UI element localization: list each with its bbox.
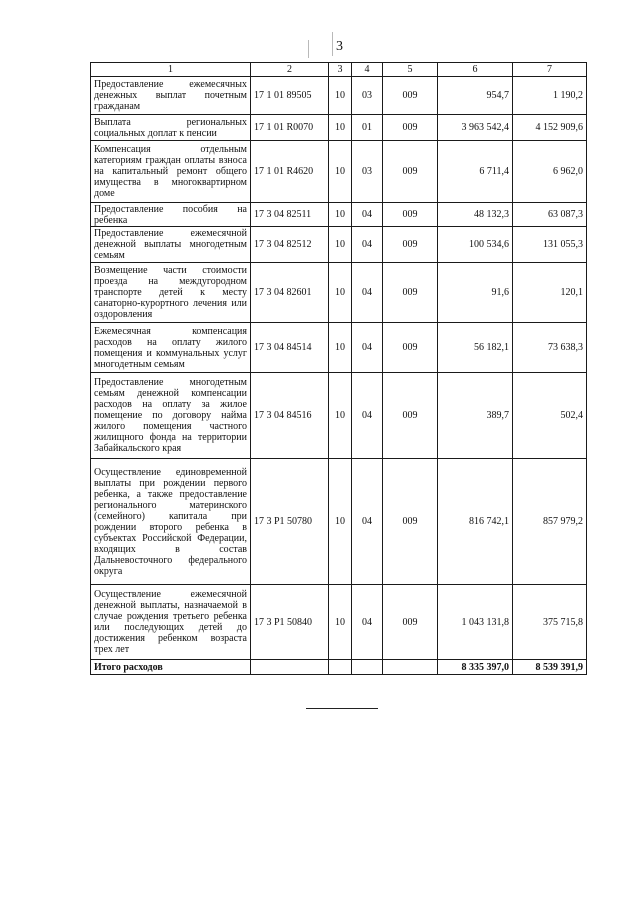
expense-name: Выплата региональных социальных доплат к пенсии	[91, 115, 251, 141]
margin-mark-vertical	[308, 40, 309, 58]
target-code: 17 3 04 84516	[251, 373, 329, 459]
expense-name: Осуществление единовременной выплаты при рождении первого ребенка, а также предоставление регионального материнского (семейного) капитала при рождении второго ребенка в субъектах Российской Федерации, входящих в состав Дальневосточного федерального округа	[91, 459, 251, 585]
column-header: 4	[352, 63, 383, 77]
table-row	[91, 459, 587, 585]
section-code: 10	[329, 373, 352, 459]
subsection-code: 04	[352, 323, 383, 373]
amount-col7: 131 055,3	[513, 227, 587, 263]
column-header: 5	[383, 63, 438, 77]
amount-col7: 1 190,2	[513, 77, 587, 115]
amount-col6: 389,7	[438, 373, 513, 459]
amount-col6: 100 534,6	[438, 227, 513, 263]
section-code: 10	[329, 263, 352, 323]
column-header: 1	[91, 63, 251, 77]
total-col7: 8 539 391,9	[513, 660, 587, 675]
expense-type-code: 009	[383, 585, 438, 660]
amount-col7: 6 962,0	[513, 141, 587, 203]
amount-col6: 56 182,1	[438, 323, 513, 373]
target-code: 17 3 04 82601	[251, 263, 329, 323]
subsection-code: 03	[352, 77, 383, 115]
subsection-code: 04	[352, 459, 383, 585]
subsection-code: 03	[352, 141, 383, 203]
expense-type-code: 009	[383, 115, 438, 141]
subsection-code: 04	[352, 203, 383, 227]
target-code: 17 1 01 R0070	[251, 115, 329, 141]
expense-type-code: 009	[383, 227, 438, 263]
budget-table	[90, 62, 587, 675]
column-header: 2	[251, 63, 329, 77]
amount-col6: 954,7	[438, 77, 513, 115]
expense-name: Возмещение части стоимости проезда на междугородном транспорте детей к месту санаторно-курортного лечения или оздоровления	[91, 263, 251, 323]
section-code: 10	[329, 115, 352, 141]
section-code: 10	[329, 227, 352, 263]
expense-type-code: 009	[383, 203, 438, 227]
expense-type-code: 009	[383, 263, 438, 323]
amount-col6: 48 132,3	[438, 203, 513, 227]
table-row	[91, 323, 587, 373]
header-row	[91, 63, 587, 77]
table-row	[91, 227, 587, 263]
end-rule	[306, 708, 378, 709]
table-row	[91, 373, 587, 459]
table-row	[91, 203, 587, 227]
subsection-code: 04	[352, 227, 383, 263]
total-row	[91, 660, 587, 675]
page-number: 3	[336, 39, 343, 54]
section-code: 10	[329, 203, 352, 227]
table-row	[91, 77, 587, 115]
table-row	[91, 141, 587, 203]
target-code: 17 1 01 R4620	[251, 141, 329, 203]
subsection-code: 01	[352, 115, 383, 141]
section-code: 10	[329, 459, 352, 585]
expense-name: Предоставление многодетным семьям денежной компенсации расходов на оплату за жилое помещение по договору найма жилого помещения частного жилищного фонда на территории Забайкальского края	[91, 373, 251, 459]
section-code: 10	[329, 141, 352, 203]
amount-col6: 3 963 542,4	[438, 115, 513, 141]
expense-type-code: 009	[383, 141, 438, 203]
target-code: 17 1 01 89505	[251, 77, 329, 115]
subsection-code: 04	[352, 585, 383, 660]
expense-name: Предоставление ежемесячных денежных выплат почетным гражданам	[91, 77, 251, 115]
table-row	[91, 263, 587, 323]
amount-col7: 120,1	[513, 263, 587, 323]
expense-name: Осуществление ежемесячной денежной выплаты, назначаемой в случае рождения третьего ребенка или последующих детей до достижения ребенком возраста трех лет	[91, 585, 251, 660]
target-code: 17 3 P1 50840	[251, 585, 329, 660]
expense-type-code: 009	[383, 373, 438, 459]
expense-name: Компенсация отдельным категориям граждан оплаты взноса на капитальный ремонт общего имущества в многоквартирном доме	[91, 141, 251, 203]
amount-col6: 816 742,1	[438, 459, 513, 585]
amount-col6: 91,6	[438, 263, 513, 323]
amount-col7: 502,4	[513, 373, 587, 459]
column-header: 3	[329, 63, 352, 77]
total-col6: 8 335 397,0	[438, 660, 513, 675]
expense-name: Предоставление пособия на ребенка	[91, 203, 251, 227]
section-code: 10	[329, 77, 352, 115]
target-code: 17 3 04 84514	[251, 323, 329, 373]
amount-col7: 375 715,8	[513, 585, 587, 660]
amount-col6: 6 711,4	[438, 141, 513, 203]
expense-type-code: 009	[383, 323, 438, 373]
target-code: 17 3 04 82511	[251, 203, 329, 227]
amount-col6: 1 043 131,8	[438, 585, 513, 660]
column-header: 7	[513, 63, 587, 77]
amount-col7: 73 638,3	[513, 323, 587, 373]
subsection-code: 04	[352, 373, 383, 459]
section-code: 10	[329, 323, 352, 373]
amount-col7: 857 979,2	[513, 459, 587, 585]
expense-type-code: 009	[383, 459, 438, 585]
table-row	[91, 115, 587, 141]
expense-name: Ежемесячная компенсация расходов на оплату жилого помещения и коммунальных услуг многодетным семьям	[91, 323, 251, 373]
margin-mark-vertical	[332, 32, 333, 56]
expense-type-code: 009	[383, 77, 438, 115]
total-label: Итого расходов	[91, 660, 251, 675]
table-row	[91, 585, 587, 660]
column-header: 6	[438, 63, 513, 77]
section-code: 10	[329, 585, 352, 660]
target-code: 17 3 P1 50780	[251, 459, 329, 585]
target-code: 17 3 04 82512	[251, 227, 329, 263]
amount-col7: 4 152 909,6	[513, 115, 587, 141]
subsection-code: 04	[352, 263, 383, 323]
amount-col7: 63 087,3	[513, 203, 587, 227]
expense-name: Предоставление ежемесячной денежной выплаты многодетным семьям	[91, 227, 251, 263]
